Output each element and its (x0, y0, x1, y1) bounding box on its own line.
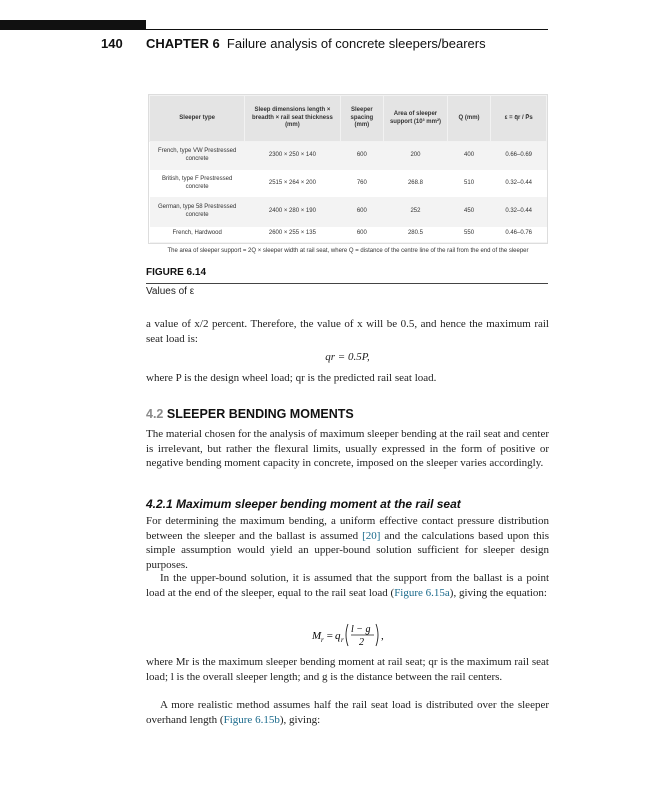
paragraph-intro: a value of x/2 percent. Therefore, the value of x will be 0.5, and hence the maximum rail seat load is: (146, 318, 549, 345)
svg-text:r: r (341, 636, 344, 644)
col-q: Q (mm) (447, 96, 491, 142)
header-bar (0, 20, 146, 30)
svg-text:=: = (326, 630, 334, 642)
table-row: French, type VW Prestressed concrete 2300 × 250 × 140 600 200 400 0.66–0.69 (150, 142, 547, 170)
svg-text:2: 2 (359, 637, 364, 648)
section-number: 4.2 (146, 407, 164, 421)
table-row: British, type F Prestressed concrete 2515 × 264 × 200 760 268.8 510 0.32–0.44 (150, 170, 547, 198)
chapter-heading (146, 36, 486, 51)
ref-20-link[interactable]: [20] (362, 529, 381, 542)
paragraph-material: The material chosen for the analysis of maximum sleeper bending at the rail seat and center is irrelevant, but rather the flexural limits, usually expressed in the form of positive or negative bending moment capacity in concrete, imposed on the sleeper varies accordingly. (146, 428, 549, 469)
page-number: 140 (101, 36, 123, 51)
figure-rule (146, 283, 548, 284)
equation-bending-moment (310, 620, 390, 650)
col-sleeper-type: Sleeper type (150, 96, 245, 142)
svg-text:M: M (312, 630, 322, 642)
figure-caption: Values of ε (146, 286, 195, 297)
paragraph-where-p: where P is the design wheel load; qr is the predicted rail seat load. (146, 372, 437, 384)
col-spacing: Sleeper spacing (mm) (340, 96, 384, 142)
col-epsilon: ε = q̄r / P̄s (491, 96, 547, 142)
section-heading (146, 407, 354, 421)
col-dimensions: Sleep dimensions length × breadth × rail seat thickness (mm) (245, 96, 340, 142)
paragraph-max-bending: For determining the maximum bending, a uniform effective contact pressure distribution between the sleeper and the ballast is assumed [20] and the calculations based upon this simple assumption would yield an upper-bound solution sufficient for sleeper design purposes. (146, 515, 549, 571)
section-title: SLEEPER BENDING MOMENTS (166, 407, 354, 421)
paragraph-upper-bound: In the upper-bound solution, it is assumed that the support from the ballast is a point load at the end of the sleeper, equal to the rail seat load (Figure 6.15a), giving the equation: (146, 572, 549, 599)
chapter-title: Failure analysis of concrete sleepers/bearers (226, 36, 486, 51)
equation-rail-seat-load: qr = 0.5P, (325, 351, 370, 363)
svg-text:q: q (335, 630, 341, 642)
svg-text:,: , (381, 630, 384, 642)
figure-6-15b-link[interactable]: Figure 6.15b (223, 713, 280, 726)
figure-label: FIGURE 6.14 (146, 267, 207, 278)
svg-text:l − g: l − g (351, 624, 371, 635)
col-area: Area of sleeper support (10³ mm²) (384, 96, 448, 142)
table-note: The area of sleeper support = 2Q × sleeper width at rail seat, where Q = distance of the centre line of the rail from the end of the sleeper (167, 248, 529, 254)
chapter-label: CHAPTER 6 (146, 36, 220, 51)
header-rule (146, 29, 548, 30)
paragraph-realistic: A more realistic method assumes half the rail seat load is distributed over the sleeper overhand length (Figure 6.15b), giving: (146, 699, 549, 726)
svg-text:r: r (321, 636, 324, 644)
paragraph-where-mr: where Mr is the maximum sleeper bending moment at rail seat; qr is the maximum rail seat load; l is the overall sleeper length; and g is the distance between the rail centers. (146, 656, 549, 683)
subsection-heading: 4.2.1 Maximum sleeper bending moment at the rail seat (146, 497, 461, 511)
figure-6-15a-link[interactable]: Figure 6.15a (394, 586, 450, 599)
table-row: German, type 58 Prestressed concrete 2400 × 280 × 190 600 252 450 0.32–0.44 (150, 198, 547, 226)
sleeper-table (148, 94, 548, 244)
table-row: French, Hardwood 2600 × 255 × 135 600 280.5 550 0.46–0.76 (150, 226, 547, 242)
